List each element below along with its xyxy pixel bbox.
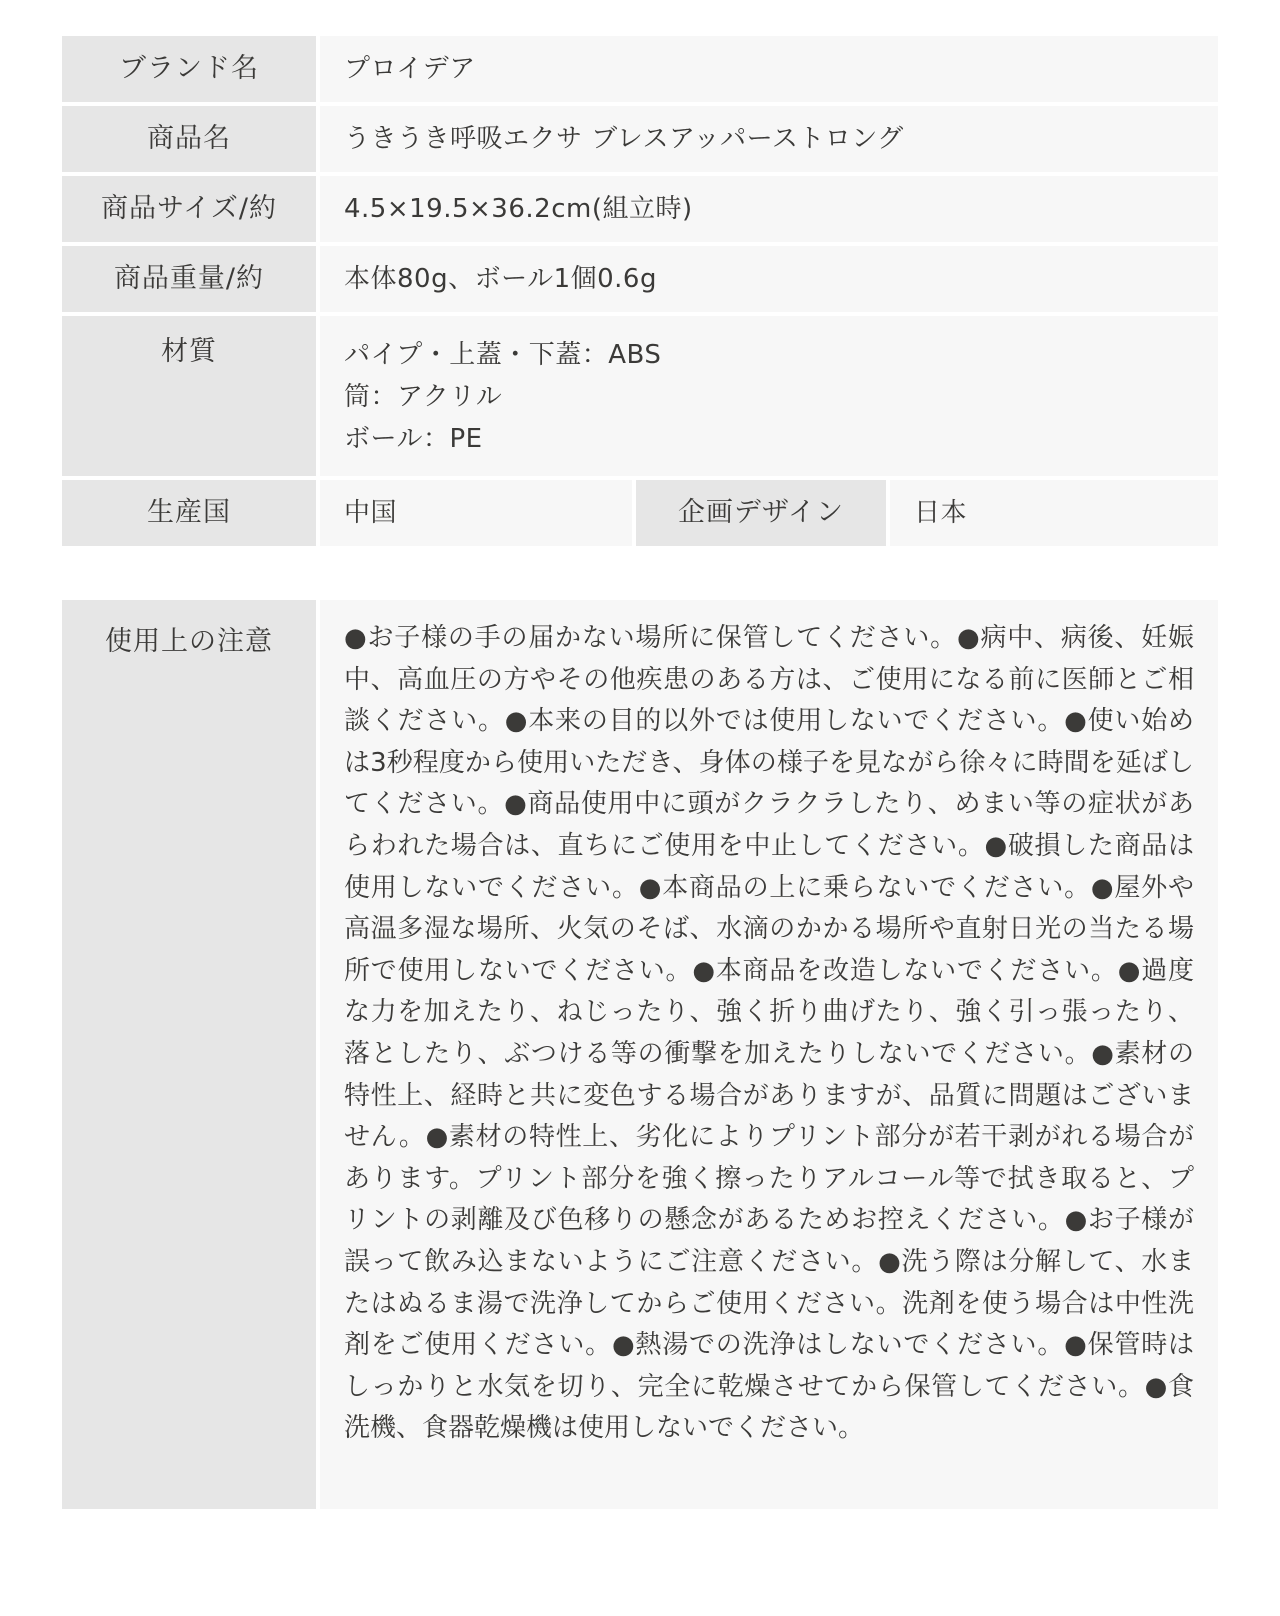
usage-notes xyxy=(62,600,1218,1509)
spec-value xyxy=(320,316,1218,476)
material-line: パイプ・上蓋・下蓋：ABS xyxy=(344,340,662,370)
spec-row-size xyxy=(62,176,1218,242)
spec-value: プロイデア xyxy=(320,36,1218,102)
spec-value: 4.5×19.5×36.2cm(組立時) xyxy=(320,176,1218,242)
spec-table xyxy=(62,36,1218,550)
material-line: ボール：PE xyxy=(344,424,483,454)
spec-row-weight xyxy=(62,246,1218,312)
spec-label-design: 企画デザイン xyxy=(636,480,886,546)
spec-value: 中国 xyxy=(320,480,632,546)
spec-value-design: 日本 xyxy=(890,480,1218,546)
spec-value: 本体80g、ボール1個0.6g xyxy=(320,246,1218,312)
spec-label: 商品サイズ/約 xyxy=(62,176,316,242)
spec-label: 商品重量/約 xyxy=(62,246,316,312)
spec-label: 商品名 xyxy=(62,106,316,172)
spec-label: 材質 xyxy=(62,316,316,476)
spec-value: うきうき呼吸エクサ ブレスアッパーストロング xyxy=(320,106,1218,172)
spec-row-material xyxy=(62,316,1218,476)
notes-label: 使用上の注意 xyxy=(62,600,316,1509)
spec-row-product-name xyxy=(62,106,1218,172)
spec-label: 生産国 xyxy=(62,480,316,546)
spec-row-origin xyxy=(62,480,1218,546)
spec-row-brand xyxy=(62,36,1218,102)
spec-label: ブランド名 xyxy=(62,36,316,102)
notes-text: ●お子様の手の届かない場所に保管してください。●病中、病後、妊娠中、高血圧の方やその他疾患のある方は、ご使用になる前に医師とご相談ください。●本来の目的以外では使用しないでください。●使い始めは3秒程度から使用いただき、身体の様子を見ながら徐々に時間を延ばしてください。●商品使用中に頭がクラクラしたり、めまい等の症状があらわれた場合は、直ちにご使用を中止してください。●破損した商品は使用しないでください。●本商品の上に乗らないでください。●屋外や高温多湿な場所、火気のそば、水滴のかかる場所や直射日光の当たる場所で使用しないでください。●本商品を改造しないでください。●過度な力を加えたり、ねじったり、強く折り曲げたり、強く引っ張ったり、落としたり、ぶつける等の衝撃を加えたりしないでください。●素材の特性上、経時と共に変色する場合がありますが、品質に問題はございません。●素材の特性上、劣化によりプリント部分が若干剥がれる場合があります。プリント部分を強く擦ったりアルコール等で拭き取ると、プリントの剥離及び色移りの懸念があるためお控えください。●お子様が誤って飲み込まないようにご注意ください。●洗う際は分解して、水またはぬるま湯で洗浄してからご使用ください。洗剤を使う場合は中性洗剤をご使用ください。●熱湯での洗浄はしないでください。●保管時はしっかりと水気を切り、完全に乾燥させてから保管してください。●食洗機、食器乾燥機は使用しないでください。 xyxy=(320,600,1218,1509)
material-line: 筒：アクリル xyxy=(344,382,503,412)
